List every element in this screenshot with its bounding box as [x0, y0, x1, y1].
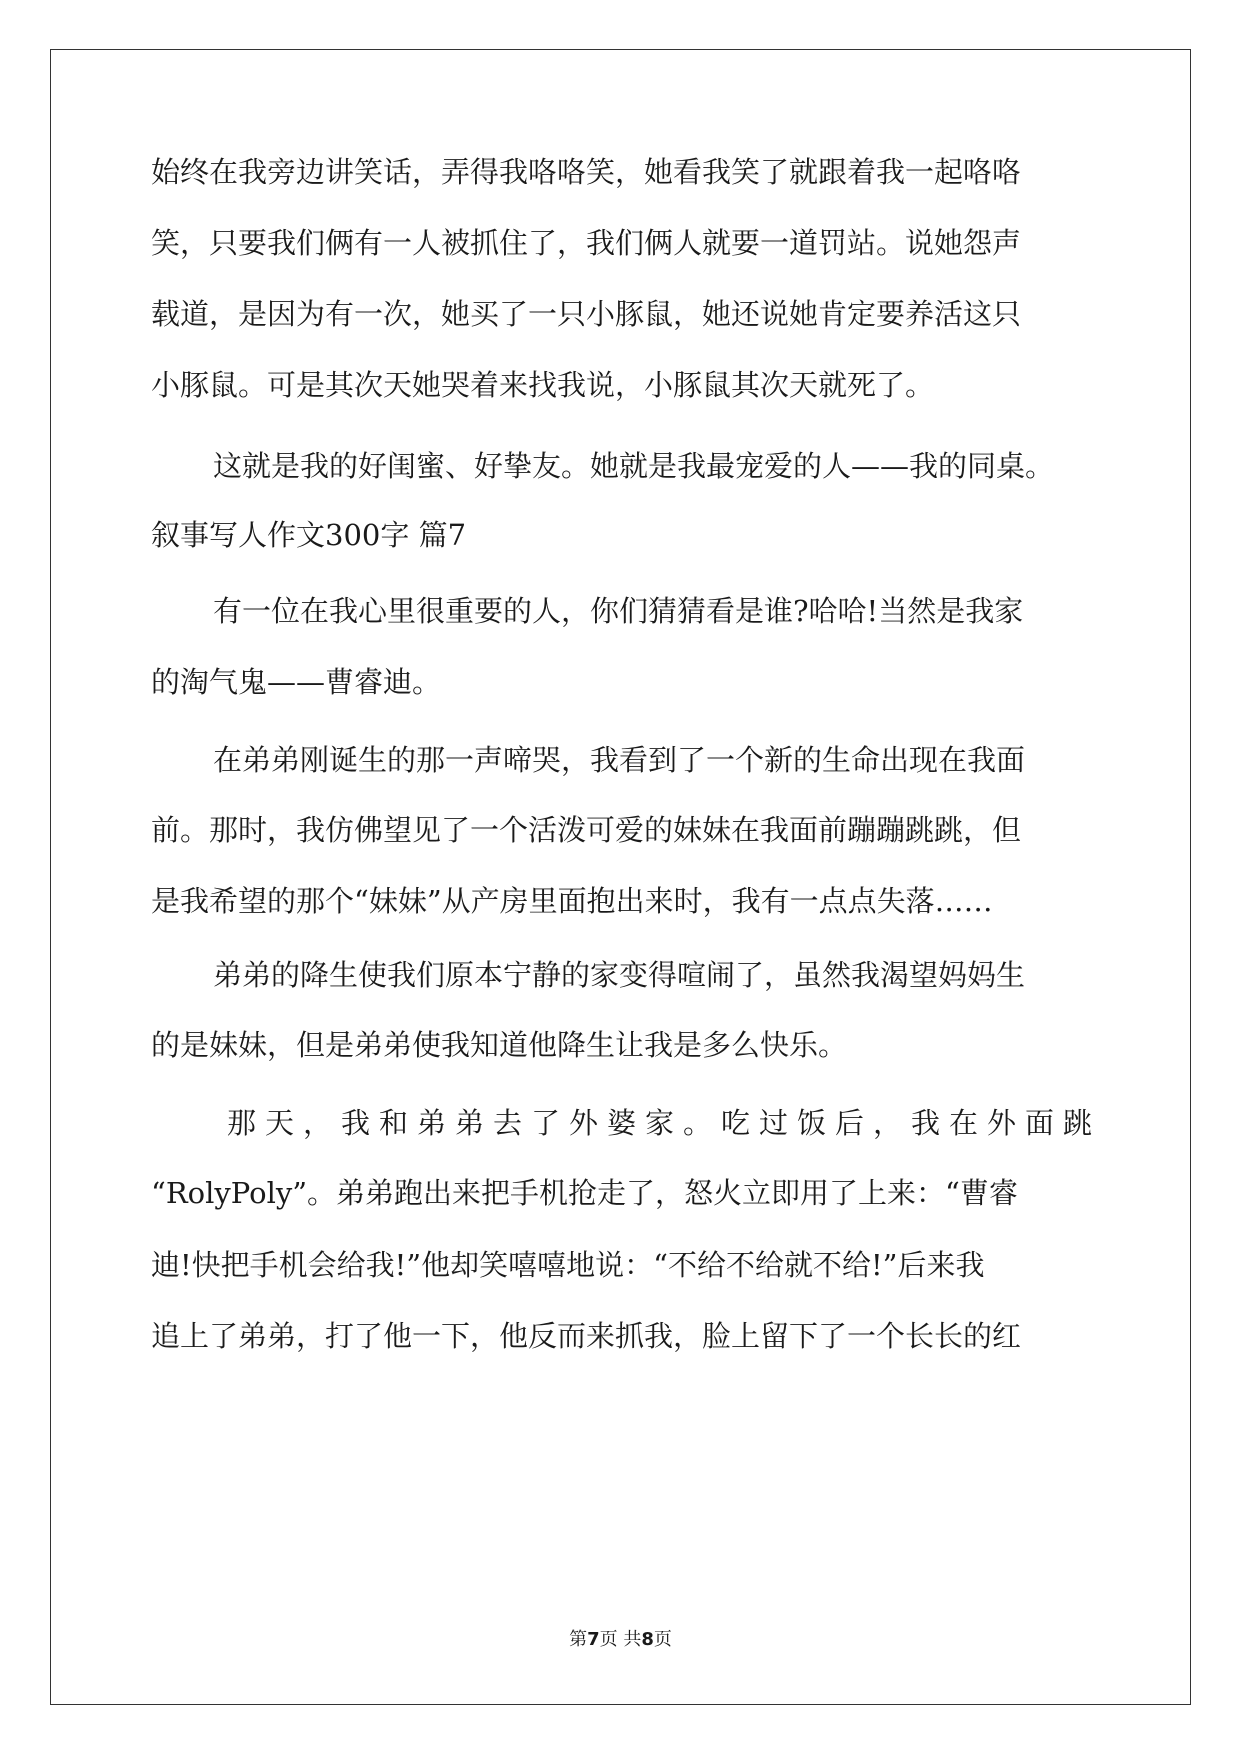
footer-suffix: 页 — [653, 1629, 672, 1650]
total-pages-number: 8 — [641, 1629, 654, 1650]
text-line: 的淘气鬼——曹睿迪。 — [151, 665, 442, 699]
text-line: 迪!快把手机会给我!”他却笑嘻嘻地说：“不给不给就不给!”后来我 — [151, 1248, 985, 1282]
paragraph-start-line: 那天，我和弟弟去了外婆家。吃过饭后，我在外面跳 — [227, 1106, 1102, 1140]
paragraph-start-line: 这就是我的好闺蜜、好挚友。她就是我最宠爱的人——我的同桌。 — [213, 449, 1055, 483]
paragraph-start-line: 弟弟的降生使我们原本宁静的家变得喧闹了，虽然我渴望妈妈生 — [213, 958, 1026, 992]
footer-mid: 页 共 — [599, 1629, 642, 1650]
text-line: 小豚鼠。可是其次天她哭着来找我说，小豚鼠其次天就死了。 — [151, 368, 935, 402]
text-line: 笑，只要我们俩有一人被抓住了，我们俩人就要一道罚站。说她怨声 — [151, 226, 1022, 260]
text-line: “RolyPoly”。弟弟跑出来把手机抢走了，怒火立即用了上来：“曹睿 — [151, 1176, 1018, 1210]
text-line: 是我希望的那个“妹妹”从产房里面抱出来时，我有一点点失落…… — [151, 884, 993, 918]
section-heading: 叙事写人作文300字 篇7 — [151, 518, 467, 552]
page-footer — [0, 1625, 1241, 1651]
text-line: 前。那时，我仿佛望见了一个活泼可爱的妹妹在我面前蹦蹦跳跳，但 — [151, 813, 1022, 847]
text-line: 载道，是因为有一次，她买了一只小豚鼠，她还说她肯定要养活这只 — [151, 297, 1022, 331]
text-line: 始终在我旁边讲笑话，弄得我咯咯笑，她看我笑了就跟着我一起咯咯 — [151, 155, 1022, 189]
paragraph-start-line: 在弟弟刚诞生的那一声啼哭，我看到了一个新的生命出现在我面 — [213, 743, 1026, 777]
footer-prefix: 第 — [569, 1629, 588, 1650]
paragraph-start-line: 有一位在我心里很重要的人，你们猜猜看是谁?哈哈!当然是我家 — [213, 594, 1024, 628]
text-line: 追上了弟弟，打了他一下，他反而来抓我，脸上留下了一个长长的红 — [151, 1319, 1022, 1353]
text-line: 的是妹妹，但是弟弟使我知道他降生让我是多么快乐。 — [151, 1028, 848, 1062]
current-page-number: 7 — [587, 1629, 600, 1650]
